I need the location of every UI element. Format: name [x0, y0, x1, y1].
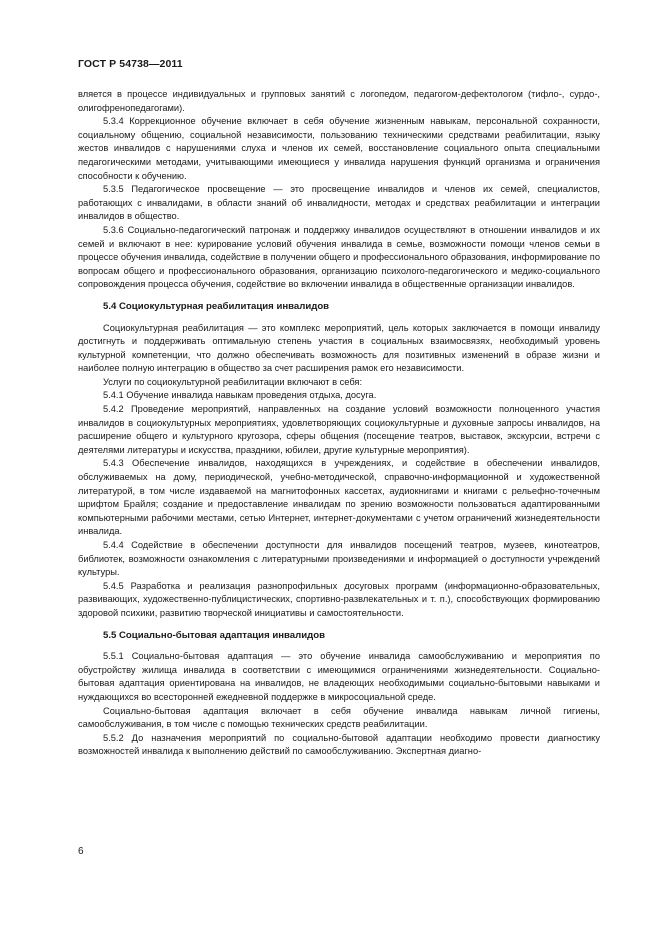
paragraph: 5.4.2 Проведение мероприятий, направленных на создание условий возможности полноценного участия инвалидов в социокультурных мероприятиях, удовлетворяющих социокультурные и духовные запросы инвалидов, на расширение общего и культурного кругозора, сферы общения (посещение театров, выставок, экскурсии, встречи с деятелями литературы и искусства, праздники, юбилеи, другие культурные мероприятия). [78, 404, 600, 455]
paragraph: Услуги по социокультурной реабилитации включают в себя: [103, 376, 363, 387]
paragraph: 5.4.1 Обучение инвалида навыкам проведения отдыха, досуга. [103, 390, 377, 401]
paragraph: Социокультурная реабилитация — это комплекс мероприятий, цель которых заключается в помощи инвалиду достигнуть и поддерживать оптимальную степень участия в социальных взаимосвязях, необходимый уровень культурной компетенции, что должно обеспечивать возможность для позитивных изменений в образе жизни и наиболее полную интеграцию в общество за счет расширения рамок его независимости. [78, 322, 600, 374]
section-heading-5-4: 5.4 Социокультурная реабилитация инвалидов [103, 300, 330, 312]
paragraph: Социально-бытовая адаптация включает в себя обучение инвалида навыкам личной гигиены, самообслуживания, в том числе с помощью технических средств реабилитации. [78, 705, 600, 730]
paragraph: 5.3.6 Социально-педагогический патронаж и поддержку инвалидов осуществляют в отношении инвалидов и их семей и включают в нее: курирование условий обучения инвалида в семье, возможности помощи членов семьи в процессе обучения инвалида, содействие в получении общего и профессионального образования, информирование по вопросам общего и профессионального образования, организацию психолого-педагогического и медико-социального сопровождения процесса обучения, содействие во включении инвалида в общественные организации инвалидов. [78, 224, 600, 290]
section-heading-5-5: 5.5 Социально-бытовая адаптация инвалидов [103, 629, 325, 641]
paragraph: 5.4.4 Содействие в обеспечении доступности для инвалидов посещений театров, музеев, кинотеатров, библиотек, возможности ознакомления с литературными произведениями и информацией о доступности учреждений культуры. [78, 540, 600, 578]
paragraph: 5.3.4 Коррекционное обучение включает в себя обучение жизненным навыкам, персональной сохранности, социальному общению, социальной независимости, пользованию техническими средствами реабилитации, языку жестов инвалидов с нарушениями слуха и членов их семей, восстановление социального опыта специальными педагогическими методами, учитывающими имеющиеся у инвалида нарушения функций организма и ограничения способности к обучению. [78, 116, 600, 181]
paragraph: 5.3.5 Педагогическое просвещение — это просвещение инвалидов и членов их семей, специалистов, работающих с инвалидами, в области знаний об инвалидности, методах и средствах реабилитации и интеграции инвалидов в общество. [78, 184, 600, 222]
paragraph: 5.4.5 Разработка и реализация разнопрофильных досуговых программ (информационно-образовательных, развивающих, художественно-публицистических, спортивно-развлекательных и т. п.), способствующих формированию здоровой психики, развитию творческой инициативы и самостоятельности. [78, 580, 600, 618]
paragraph: 5.5.1 Социально-бытовая адаптация — это обучение инвалида самообслуживанию и мероприятия по обустройству жилища инвалида в соответствии с имеющимися ограничениями жизнедеятельности. Социально-бытовая адаптация ориентирована на инвалидов, не владеющих необходимыми социально-бытовыми навыками и нуждающихся во всесторонней ежедневной поддержке в микросоциальной среде. [78, 651, 600, 702]
document-header: ГОСТ Р 54738—2011 [78, 58, 183, 70]
document-body [78, 88, 600, 759]
paragraph: 5.5.2 До назначения мероприятий по социально-бытовой адаптации необходимо провести диагностику возможностей инвалида к выполнению действий по самообслуживанию. Экспертная диагно- [78, 732, 600, 757]
page-number: 6 [78, 846, 84, 857]
paragraph: 5.4.3 Обеспечение инвалидов, находящихся в учреждениях, и содействие в обеспечении инвалидов, обслуживаемых на дому, периодической, учебно-методической, справочно-информационной и художественной литературой, в том числе издаваемой на магнитофонных кассетах, аудиокнигами и книгами с рельефно-точечным шрифтом Брайля; создание и предоставление инвалидам по зрению возможности пользоваться адаптированными компьютерными рабочими местами, сетью Интернет, интернет-документами с учетом ограничений жизнедеятельности инвалида. [78, 458, 600, 537]
paragraph: вляется в процессе индивидуальных и групповых занятий с логопедом, педагогом-дефектологом (тифло-, сурдо-, олигофренопедагогами). [78, 89, 600, 113]
